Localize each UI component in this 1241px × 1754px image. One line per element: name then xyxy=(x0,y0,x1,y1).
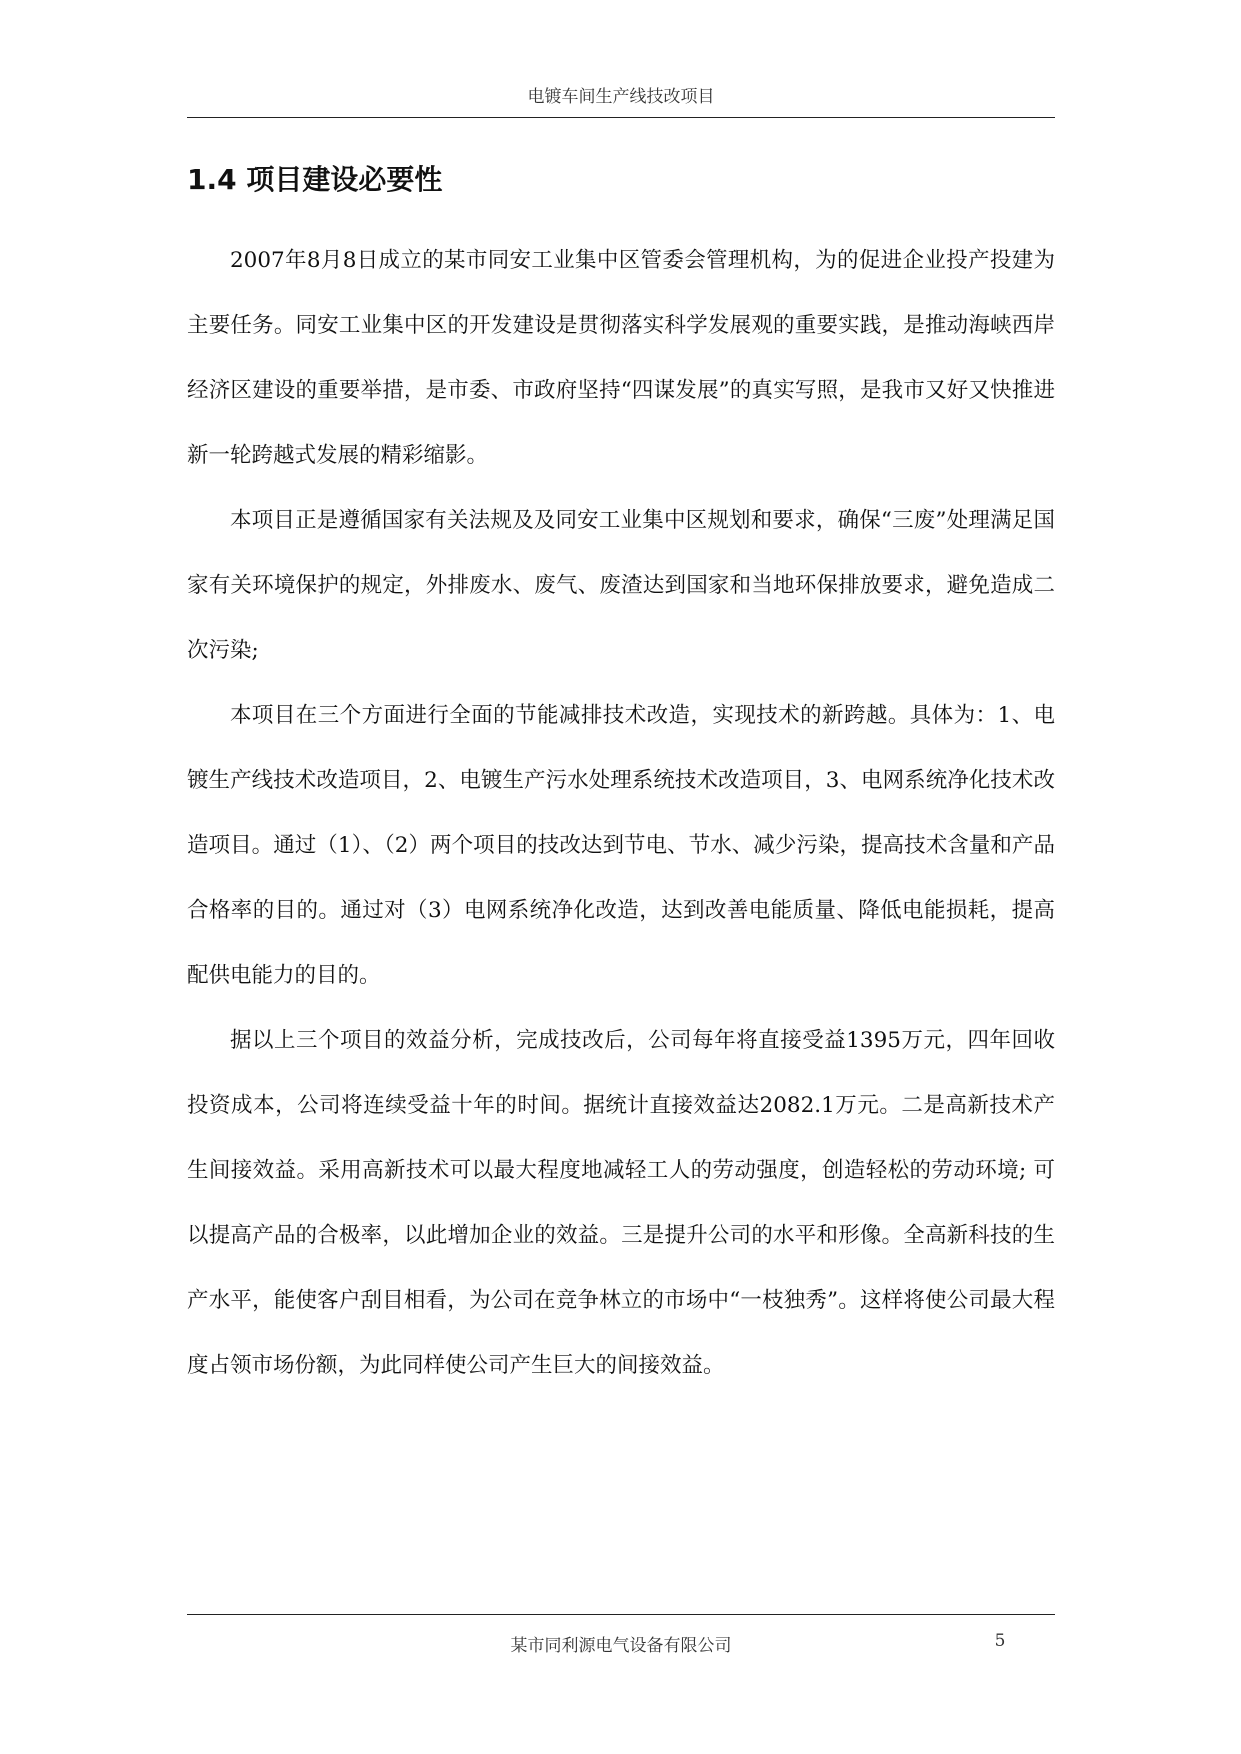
header-divider xyxy=(187,117,1055,118)
footer-company: 某市同利源电气设备有限公司 xyxy=(510,1636,732,1656)
paragraph-4: 据以上三个项目的效益分析，完成技改后，公司每年将直接受益1395万元，四年回收投资成本，公司将连续受益十年的时间。据统计直接效益达2082.1万元。二是高新技术产生间接效益。采用高新技术可以最大程度地减轻工人的劳动强度，创造轻松的劳动环境; 可以提高产品的合极率，以此增加企业的效益。三是提升公司的水平和形像。全高新科技的生产水平，能使客户刮目相看，为公司在竞争林立的市场中“一枝独秀”。这样将使公司最大程度占领市场份额，为此同样使公司产生巨大的间接效益。 xyxy=(187,1028,1055,1378)
page-number: 5 xyxy=(994,1631,1006,1651)
paragraph-1: 2007年8月8日成立的某市同安工业集中区管委会管理机构，为的促进企业投产投建为主要任务。同安工业集中区的开发建设是贯彻落实科学发展观的重要实践，是推动海峡西岸经济区建设的重要举措，是市委、市政府坚持“四谋发展”的真实写照，是我市又好又快推进新一轮跨越式发展的精彩缩影。 xyxy=(187,248,1055,468)
page-header: 电镀车间生产线技改项目 xyxy=(527,87,715,107)
paragraph-2: 本项目正是遵循国家有关法规及及同安工业集中区规划和要求，确保“三废”处理满足国家有关环境保护的规定，外排废水、废气、废渣达到国家和当地环保排放要求，避免造成二次污染; xyxy=(187,508,1055,663)
paragraph-3: 本项目在三个方面进行全面的节能减排技术改造，实现技术的新跨越。具体为：1、电镀生产线技术改造项目，2、电镀生产污水处理系统技术改造项目，3、电网系统净化技术改造项目。通过（1）、（2）两个项目的技改达到节电、节水、减少污染，提高技术含量和产品合格率的目的。通过对（3）电网系统净化改造，达到改善电能质量、降低电能损耗，提高配供电能力的目的。 xyxy=(187,703,1055,988)
footer-divider xyxy=(187,1614,1055,1615)
body-text xyxy=(187,228,1055,1398)
section-title: 1.4 项目建设必要性 xyxy=(187,163,443,196)
